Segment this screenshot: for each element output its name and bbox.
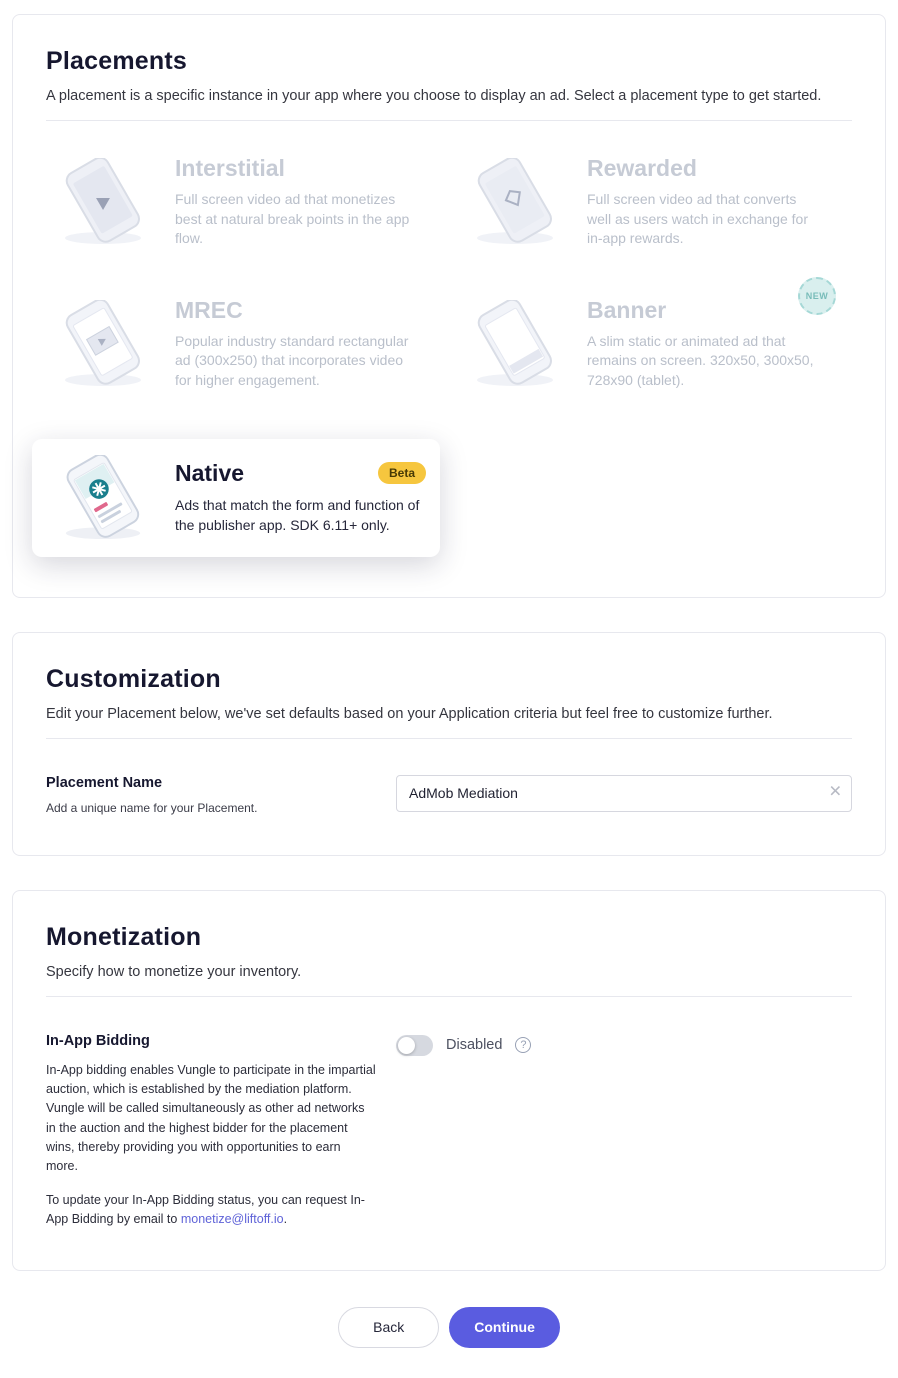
placement-name-rewarded: Rewarded [587,155,697,181]
customization-subtitle: Edit your Placement below, we've set defaults based on your Application criteria but feel free to customize further. [46,705,773,722]
divider [46,996,852,997]
placement-desc-native: Ads that match the form and function of the publisher app. SDK 6.11+ only. [175,496,420,534]
toggle-knob [398,1037,415,1054]
placements-card [12,14,886,598]
mrec-phone-icon [46,300,161,388]
interstitial-phone-icon [46,158,161,246]
placement-name-banner: Banner [587,296,667,323]
native-phone-icon [46,455,161,541]
divider [46,120,852,121]
beta-badge: Beta [378,462,426,484]
monetize-email-link[interactable]: monetize@liftoff.io [180,1212,284,1227]
monetization-title: Monetization [46,922,202,951]
clear-input-icon[interactable]: ✕ [828,783,842,801]
placement-name-helper: Add a unique name for your Placement. [46,800,258,815]
placement-name-label: Placement Name [46,774,163,791]
monetization-subtitle: Specify how to monetize your inventory. [46,963,302,980]
placement-desc-banner: A slim static or animated ad that remains on screen. 320x50, 300x50, 728x90 (tablet). [587,332,814,388]
placements-subtitle: A placement is a specific instance in your app where you choose to display an ad. Select a placement type to get started. [46,88,822,104]
back-button[interactable]: Back [338,1307,439,1348]
placement-desc-interstitial: Full screen video ad that monetizes best at natural break points in the app flow. [175,191,410,247]
placement-option-rewarded[interactable] [458,155,852,249]
new-badge: NEW [798,277,836,315]
placement-name-native: Native [175,459,245,486]
continue-button[interactable]: Continue [449,1307,560,1348]
in-app-bidding-request-text: To update your In-App Bidding status, you can request In-App Bidding by email to [46,1192,365,1227]
placement-name-input[interactable] [396,775,852,812]
monetization-card [12,890,886,1271]
help-icon[interactable]: ? [515,1037,531,1053]
banner-phone-icon [458,300,573,388]
in-app-bidding-label: In-App Bidding [46,1032,150,1049]
request-suffix: . [283,1212,288,1227]
placement-name-row [46,775,852,815]
in-app-bidding-description: In-App bidding enables Vungle to participate in the impartial auction, which is established by the mediation platform. Vungle will be called simultaneously as other ad networks in the auction and the highest bidder for the placement wins, thereby providing you with opportunities to earn more. [46,1062,376,1174]
footer-actions [12,1305,886,1348]
placement-desc-rewarded: Full screen video ad that converts well as users watch in exchange for in-app rewards. [587,191,808,247]
placement-desc-mrec: Popular industry standard rectangular ad (300x250) that incorporates video for higher engagement. [175,332,409,388]
placement-option-banner[interactable] [458,290,852,391]
in-app-bidding-status: Disabled [446,1037,503,1054]
placement-type-grid [46,155,852,557]
placement-option-native[interactable] [32,439,440,557]
placement-name-mrec: MREC [175,296,243,323]
placement-name-interstitial: Interstitial [175,155,285,181]
rewarded-phone-icon [458,158,573,246]
customization-title: Customization [46,664,221,693]
in-app-bidding-toggle[interactable] [396,1035,433,1056]
placement-option-mrec[interactable] [46,297,440,391]
customization-card [12,632,886,856]
divider [46,738,852,739]
placement-option-interstitial[interactable] [46,155,440,249]
placements-title: Placements [46,47,187,75]
in-app-bidding-row [46,1033,852,1230]
